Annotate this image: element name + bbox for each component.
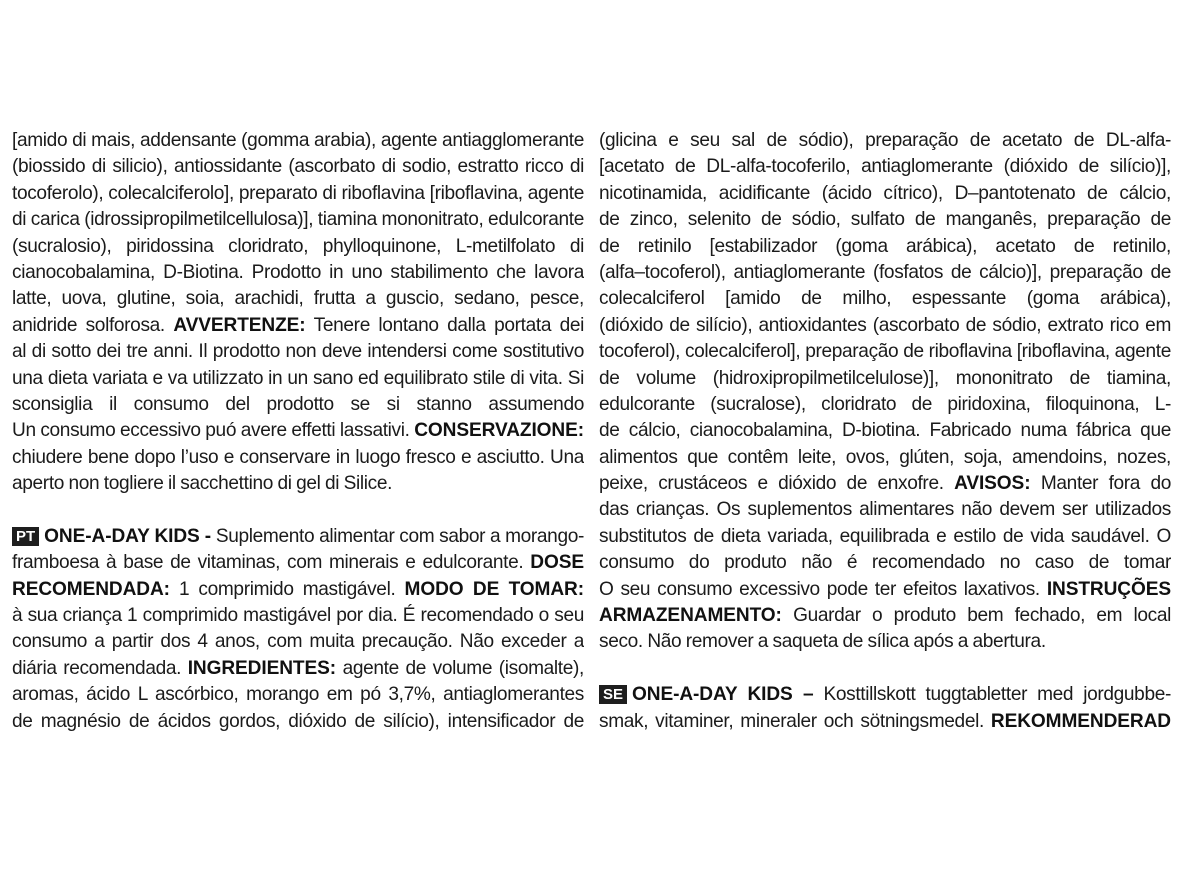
text-line: seco. Não remover a saqueta de sílica após a abertura. <box>599 631 1046 653</box>
section-heading-recommended: RECOMENDADA: <box>12 578 170 600</box>
text-run: Suplemento alimentar com sabor a morango- <box>211 525 584 547</box>
text-run: O seu consumo excessivo pode ter efeitos laxativos. <box>599 578 1047 600</box>
section-heading-storage-instructions: INSTRUÇÕES <box>1046 578 1171 600</box>
text-line <box>599 682 1171 708</box>
text-run: framboesa à base de vitaminas, com minerais e edulcorante. <box>12 552 531 574</box>
text-line: (glicina e seu sal de sódio), preparação de acetato de DL-alfa- <box>599 130 1171 151</box>
text-line: (alfa–tocoferol), antiaglomerante (fosfatos de cálcio)], preparação de <box>599 261 1171 283</box>
section-heading-warnings: AVISOS: <box>954 473 1031 495</box>
text-run: peixe, crustáceos e dióxido de enxofre. <box>599 473 955 495</box>
text-line: de retinilo [estabilizador (goma arábica), acetato de retinilo, <box>599 235 1171 257</box>
text-run: diária recomendada. <box>12 657 188 679</box>
text-run: 1 comprimido mastigável. <box>169 578 405 600</box>
text-run: agente de volume (isomalte), <box>335 657 584 679</box>
section-heading-ingredients: INGREDIENTES: <box>187 657 336 679</box>
text-line: aromas, ácido L ascórbico, morango em pó 3,7%, antiaglomerantes <box>12 684 584 706</box>
text-run: anidride solforosa. <box>12 314 174 336</box>
text-line: chiudere bene dopo l’uso e conservare in luogo fresco e asciutto. Una <box>12 446 584 468</box>
text-line: di carica (idrossipropilmetilcellulosa)], tiamina mononitrato, edulcorante <box>12 209 584 231</box>
text-line <box>12 313 584 339</box>
text-line: latte, uova, glutine, soia, arachidi, frutta a guscio, sedano, pesce, <box>12 288 584 310</box>
language-badge-se: SE <box>599 685 627 704</box>
text-line <box>12 550 584 576</box>
text-run: smak, vitaminer, mineraler och sötningsmedel. <box>599 710 991 732</box>
text-line: das crianças. Os suplementos alimentares não devem ser utilizados <box>599 499 1171 521</box>
product-title: ONE-A-DAY KIDS - <box>44 525 212 547</box>
text-run: Guardar o produto bem fechado, em local <box>793 605 1171 627</box>
text-line: [amido di mais, addensante (gomma arabia), agente antiagglomerante <box>12 130 584 151</box>
text-line: tocoferolo), colecalciferolo], preparato di riboflavina [riboflavina, agente <box>12 182 584 204</box>
text-run: Manter fora do <box>1040 473 1171 495</box>
section-heading-recommended: REKOMMENDERAD <box>990 710 1171 732</box>
text-line: al di sotto dei tre anni. Il prodotto non deve intendersi come sostitutivo <box>12 341 584 363</box>
text-line <box>599 603 1171 629</box>
paragraph-gap <box>599 656 1171 682</box>
paragraph-gap <box>12 497 584 523</box>
text-line: nicotinamida, acidificante (ácido cítrico), D–pantotenato de cálcio, <box>599 182 1171 204</box>
text-line: aperto non togliere il sacchettino di gel di Silice. <box>12 473 393 495</box>
text-line: de magnésio de ácidos gordos, dióxido de silício), intensificador de <box>12 710 584 732</box>
text-run: Tenere lontano dalla portata dei <box>313 314 584 336</box>
text-line: (dióxido de silício), antioxidantes (ascorbato de sódio, extrato rico em <box>599 314 1171 336</box>
product-title: ONE-A-DAY KIDS – <box>632 684 814 706</box>
text-line: colecalciferol [amido de milho, espessante (goma arábica), <box>599 288 1171 310</box>
text-line: sconsiglia il consumo del prodotto se si stanno assumendo <box>12 393 584 415</box>
left-text-column <box>12 128 584 735</box>
text-line: una dieta variata e va utilizzato in un sano ed equilibrato stile di vita. Si <box>12 367 584 389</box>
section-heading-warnings: AVVERTENZE: <box>173 314 306 336</box>
language-badge-pt: PT <box>12 527 39 546</box>
section-heading-dose: DOSE <box>530 552 584 574</box>
text-line: tocoferol), colecalciferol], preparação de riboflavina [riboflavina, agente <box>599 341 1171 363</box>
text-line <box>599 577 1171 603</box>
text-line: alimentos que contêm leite, ovos, glúten, soja, amendoins, nozes, <box>599 446 1171 468</box>
text-line <box>599 471 1171 497</box>
text-run: Un consumo eccessivo puó avere effetti lassativi. <box>12 420 415 442</box>
text-line: de cálcio, cianocobalamina, D-biotina. Fabricado numa fábrica que <box>599 420 1171 442</box>
section-heading-storage: ARMAZENAMENTO: <box>599 605 782 627</box>
section-heading-usage: MODO DE TOMAR: <box>404 578 584 600</box>
text-line: (biossido di silicio), antiossidante (ascorbato di sodio, estratto ricco di <box>12 156 584 178</box>
text-line <box>599 709 1171 735</box>
text-run: Kosttillskott tuggtabletter med jordgubbe- <box>823 684 1171 706</box>
text-line: de volume (hidroxipropilmetilcelulose)], mononitrato de tiamina, <box>599 367 1171 389</box>
text-line <box>12 418 584 444</box>
text-line: consumo do produto não é recomendado no caso de tomar <box>599 552 1171 574</box>
right-text-column <box>599 128 1171 735</box>
text-line: cianocobalamina, D-Biotina. Prodotto in uno stabilimento che lavora <box>12 261 584 283</box>
text-line: à sua criança 1 comprimido mastigável por dia. É recomendado o seu <box>12 605 584 627</box>
text-line: [acetato de DL-alfa-tocoferilo, antiaglomerante (dióxido de silício)], <box>599 156 1171 178</box>
text-line: substitutos de dieta variada, equilibrada e estilo de vida saudável. O <box>599 525 1171 547</box>
text-line: consumo a partir dos 4 anos, com muita precaução. Não exceder a <box>12 631 584 653</box>
section-heading-storage: CONSERVAZIONE: <box>414 420 584 442</box>
text-line <box>12 524 584 550</box>
text-line: (sucralosio), piridossina cloridrato, phylloquinone, L-metilfolato di <box>12 235 584 257</box>
text-line: de zinco, selenito de sódio, sulfato de manganês, preparação de <box>599 209 1171 231</box>
text-line: edulcorante (sucralose), cloridrato de piridoxina, filoquinona, L- <box>599 393 1171 415</box>
text-line <box>12 577 584 603</box>
text-line <box>12 656 584 682</box>
